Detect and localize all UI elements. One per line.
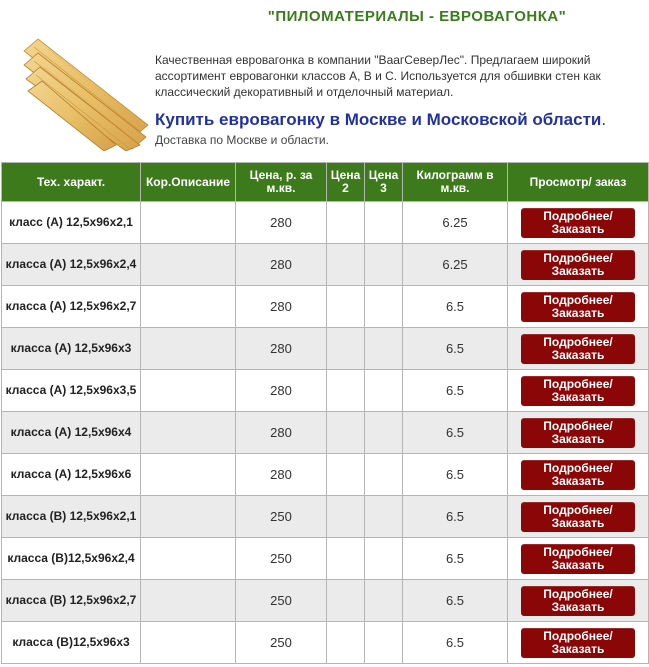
- price3-cell: [365, 370, 403, 412]
- table-header-row: [2, 163, 649, 202]
- order-cell: [508, 412, 649, 454]
- spec-cell: класса (В)12,5х96х2,4: [2, 538, 141, 580]
- spec-cell: класса (А) 12,5х96х3: [2, 328, 141, 370]
- price2-cell: [327, 412, 365, 454]
- order-button-label-line2[interactable]: Заказать: [551, 221, 605, 236]
- kg-cell: 6.5: [403, 286, 508, 328]
- order-button-label-line1[interactable]: Подробнее/: [543, 628, 613, 643]
- column-header-description: Кор.Описание: [141, 163, 236, 202]
- order-button-label-line1[interactable]: Подробнее/: [543, 502, 613, 517]
- price2-cell: [327, 454, 365, 496]
- spec-cell: класса (А) 12,5х96х4: [2, 412, 141, 454]
- price2-cell: [327, 580, 365, 622]
- description-cell: [141, 496, 236, 538]
- price-table: [1, 162, 649, 664]
- description-cell: [141, 202, 236, 244]
- details-order-button[interactable]: [521, 460, 635, 490]
- spec-cell: класса (В) 12,5х96х2,7: [2, 580, 141, 622]
- price2-cell: [327, 328, 365, 370]
- kg-cell: 6.5: [403, 454, 508, 496]
- table-row: [2, 496, 649, 538]
- order-button-label-line1[interactable]: Подробнее/: [543, 544, 613, 559]
- kg-cell: 6.5: [403, 412, 508, 454]
- table-row: [2, 412, 649, 454]
- order-cell: [508, 622, 649, 664]
- buy-headline-text[interactable]: Купить евровагонку в Москве и Московской области: [155, 110, 602, 129]
- price-cell: 250: [236, 496, 327, 538]
- column-header-order: Просмотр/ заказ: [508, 163, 649, 202]
- order-button-label-line1[interactable]: Подробнее/: [543, 418, 613, 433]
- price2-cell: [327, 202, 365, 244]
- spec-cell: класса (В)12,5х96х3: [2, 622, 141, 664]
- description-cell: [141, 370, 236, 412]
- description-cell: [141, 286, 236, 328]
- table-row: [2, 328, 649, 370]
- price-cell: 280: [236, 328, 327, 370]
- description-cell: [141, 328, 236, 370]
- spec-cell: класс (А) 12,5х96х2,1: [2, 202, 141, 244]
- table-row: [2, 622, 649, 664]
- spec-cell: класса (В) 12,5х96х2,1: [2, 496, 141, 538]
- kg-cell: 6.25: [403, 202, 508, 244]
- kg-cell: 6.5: [403, 370, 508, 412]
- order-cell: [508, 454, 649, 496]
- description-cell: [141, 622, 236, 664]
- price-cell: 280: [236, 454, 327, 496]
- price-cell: 250: [236, 580, 327, 622]
- order-cell: [508, 580, 649, 622]
- price-cell: 280: [236, 244, 327, 286]
- order-button-label-line2[interactable]: Заказать: [551, 473, 605, 488]
- order-button-label-line2[interactable]: Заказать: [551, 515, 605, 530]
- order-button-label-line2[interactable]: Заказать: [551, 599, 605, 614]
- price2-cell: [327, 244, 365, 286]
- buy-headline-link[interactable]: [155, 110, 606, 130]
- headline-period: .: [601, 110, 607, 129]
- price3-cell: [365, 202, 403, 244]
- page-title: "ПИЛОМАТЕРИАЛЫ - ЕВРОВАГОНКА": [267, 8, 567, 25]
- price-cell: 250: [236, 622, 327, 664]
- price2-cell: [327, 496, 365, 538]
- details-order-button[interactable]: [521, 544, 635, 574]
- kg-cell: 6.5: [403, 622, 508, 664]
- price-cell: 280: [236, 412, 327, 454]
- order-button-label-line1[interactable]: Подробнее/: [543, 376, 613, 391]
- table-row: [2, 370, 649, 412]
- spec-cell: класса (А) 12,5х96х6: [2, 454, 141, 496]
- order-button-label-line2[interactable]: Заказать: [551, 557, 605, 572]
- table-row: [2, 538, 649, 580]
- table-row: [2, 580, 649, 622]
- details-order-button[interactable]: [521, 502, 635, 532]
- column-header-price2: Цена 2: [327, 163, 365, 202]
- spec-cell: класса (А) 12,5х96х2,7: [2, 286, 141, 328]
- price3-cell: [365, 580, 403, 622]
- price-cell: 280: [236, 202, 327, 244]
- price3-cell: [365, 328, 403, 370]
- price3-cell: [365, 454, 403, 496]
- price2-cell: [327, 622, 365, 664]
- price2-cell: [327, 370, 365, 412]
- order-cell: [508, 202, 649, 244]
- kg-cell: 6.5: [403, 538, 508, 580]
- description-cell: [141, 580, 236, 622]
- kg-cell: 6.5: [403, 496, 508, 538]
- details-order-button[interactable]: [521, 376, 635, 406]
- price3-cell: [365, 622, 403, 664]
- price3-cell: [365, 412, 403, 454]
- title-area: [0, 0, 649, 30]
- table-row: [2, 202, 649, 244]
- order-button-label-line2[interactable]: Заказать: [551, 389, 605, 404]
- order-button-label-line1[interactable]: Подробнее/: [543, 334, 613, 349]
- price3-cell: [365, 244, 403, 286]
- order-cell: [508, 286, 649, 328]
- order-button-label-line2[interactable]: Заказать: [551, 305, 605, 320]
- price-cell: 250: [236, 538, 327, 580]
- product-image-planks: [20, 33, 150, 151]
- column-header-kg: Килограмм в м.кв.: [403, 163, 508, 202]
- description-cell: [141, 538, 236, 580]
- price2-cell: [327, 538, 365, 580]
- table-row: [2, 454, 649, 496]
- order-cell: [508, 244, 649, 286]
- table-row: [2, 286, 649, 328]
- kg-cell: 6.5: [403, 328, 508, 370]
- table-row: [2, 244, 649, 286]
- price2-cell: [327, 286, 365, 328]
- details-order-button[interactable]: [521, 208, 635, 238]
- order-button-label-line2[interactable]: Заказать: [551, 263, 605, 278]
- details-order-button[interactable]: [521, 292, 635, 322]
- details-order-button[interactable]: [521, 628, 635, 658]
- order-cell: [508, 496, 649, 538]
- details-order-button[interactable]: [521, 418, 635, 448]
- order-button-label-line2[interactable]: Заказать: [551, 347, 605, 362]
- price3-cell: [365, 496, 403, 538]
- details-order-button[interactable]: [521, 250, 635, 280]
- spec-cell: класса (А) 12,5х96х2,4: [2, 244, 141, 286]
- order-button-label-line2[interactable]: Заказать: [551, 431, 605, 446]
- order-cell: [508, 538, 649, 580]
- order-button-label-line1[interactable]: Подробнее/: [543, 460, 613, 475]
- column-header-spec: Тех. характ.: [2, 163, 141, 202]
- price3-cell: [365, 286, 403, 328]
- order-button-label-line2[interactable]: Заказать: [551, 641, 605, 656]
- description-cell: [141, 454, 236, 496]
- kg-cell: 6.5: [403, 580, 508, 622]
- order-cell: [508, 328, 649, 370]
- price-cell: 280: [236, 370, 327, 412]
- details-order-button[interactable]: [521, 334, 635, 364]
- details-order-button[interactable]: [521, 586, 635, 616]
- order-button-label-line1[interactable]: Подробнее/: [543, 292, 613, 307]
- order-cell: [508, 370, 649, 412]
- column-header-price: Цена, р. за м.кв.: [236, 163, 327, 202]
- delivery-note: Доставка по Москве и области.: [155, 133, 329, 147]
- price3-cell: [365, 538, 403, 580]
- column-header-price3: Цена 3: [365, 163, 403, 202]
- kg-cell: 6.25: [403, 244, 508, 286]
- order-button-label-line1[interactable]: Подробнее/: [543, 250, 613, 265]
- description-cell: [141, 244, 236, 286]
- description-cell: [141, 412, 236, 454]
- order-button-label-line1[interactable]: Подробнее/: [543, 208, 613, 223]
- order-button-label-line1[interactable]: Подробнее/: [543, 586, 613, 601]
- intro-text: Качественная евровагонка в компании "ВаагСеверЛес". Предлагаем широкий ассортимент евровагонки классов А, В и С. Используется для обшивки стен как классический декоративный и отделочный материал.: [155, 53, 601, 99]
- price-cell: 280: [236, 286, 327, 328]
- spec-cell: класса (А) 12,5х96х3,5: [2, 370, 141, 412]
